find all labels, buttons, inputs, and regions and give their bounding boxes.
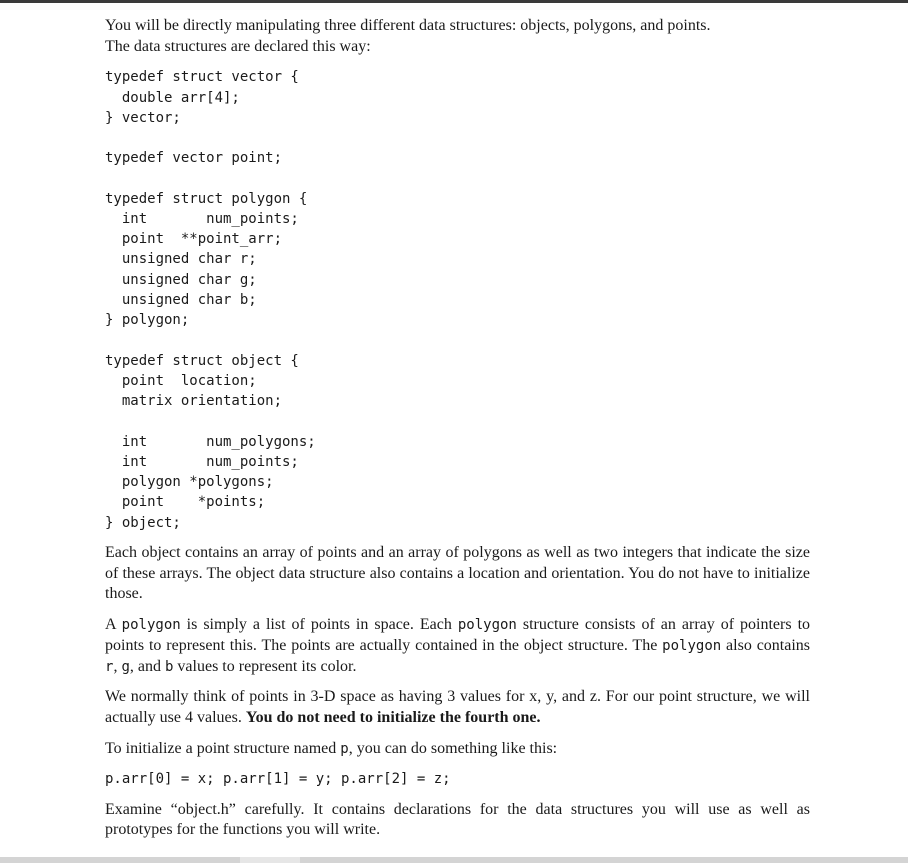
polygon-paragraph: A polygon is simply a list of points in space. Each polygon structure consists of an array of pointers to points to represent this. The points are actually contained in the object structure. The polygon also contains r, g, and b values to represent its color. bbox=[105, 616, 811, 675]
intro-line-2: The data structures are declared this way: bbox=[105, 37, 371, 55]
code-block-polygon bbox=[105, 189, 810, 331]
code-block-point bbox=[105, 148, 810, 168]
code-line: int num_polygons; bbox=[105, 433, 316, 450]
bottom-scrollbar[interactable] bbox=[0, 857, 908, 863]
code-line: } polygon; bbox=[105, 312, 190, 329]
code-line: typedef vector point; bbox=[105, 150, 283, 167]
object-paragraph: Each object contains an array of points and an array of polygons as well as two integers that indicate the size of these arrays. The object data structure also contains a location and orientation. You do not have to initialize those. bbox=[105, 544, 810, 603]
code-block-vector bbox=[105, 67, 810, 128]
init-paragraph: To initialize a point structure named p, you can do something like this: bbox=[105, 739, 558, 757]
code-line: typedef struct vector { bbox=[105, 69, 299, 86]
code-block-object bbox=[105, 351, 810, 533]
code-line: polygon *polygons; bbox=[105, 474, 274, 491]
code-line: point **point_arr; bbox=[105, 231, 283, 248]
code-line: unsigned char r; bbox=[105, 251, 257, 268]
intro-line-1: You will be directly manipulating three different data structures: objects, polygons, and points. bbox=[105, 17, 711, 34]
point-paragraph: We normally think of points in 3-D space as having 3 values for x, y, and z. For our point structure, we will actually use 4 values. You do not need to initialize the fourth one. bbox=[105, 688, 810, 726]
code-line: int num_points; bbox=[105, 453, 299, 470]
intro-paragraph bbox=[105, 16, 810, 57]
code-init-line: p.arr[0] = x; p.arr[1] = y; p.arr[2] = z; bbox=[105, 771, 451, 788]
examine-paragraph: Examine “object.h” carefully. It contains declarations for the data structures you will use as well as prototypes for the functions you will write. bbox=[105, 800, 810, 839]
code-line: typedef struct object { bbox=[105, 352, 299, 369]
code-line: int num_points; bbox=[105, 210, 299, 227]
code-line: } object; bbox=[105, 514, 181, 531]
code-line: unsigned char b; bbox=[105, 292, 257, 309]
code-line: } vector; bbox=[105, 110, 181, 126]
code-line: double arr[4]; bbox=[105, 89, 240, 106]
code-line: point *points; bbox=[105, 494, 266, 511]
code-line: point location; bbox=[105, 372, 257, 389]
code-line: matrix orientation; bbox=[105, 393, 283, 410]
code-line: typedef struct polygon { bbox=[105, 190, 308, 207]
code-line: unsigned char g; bbox=[105, 271, 257, 288]
bold-note: You do not need to initialize the fourth one. bbox=[245, 708, 541, 726]
document-body bbox=[105, 16, 810, 841]
top-border bbox=[0, 0, 908, 3]
